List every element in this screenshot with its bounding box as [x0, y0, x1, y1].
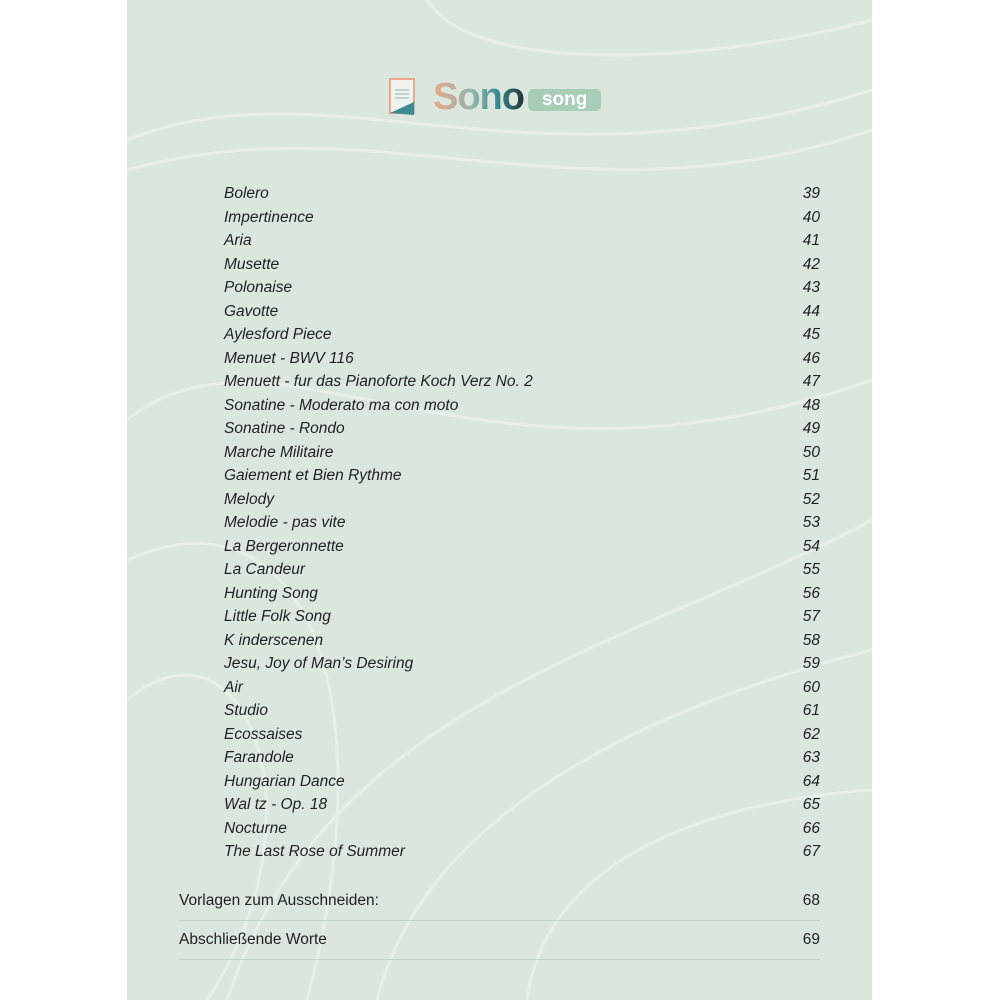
toc-entry[interactable] — [224, 417, 820, 441]
toc-entry-title: Sonatine - Moderato ma con moto — [224, 396, 459, 414]
toc-entry-page: 63 — [802, 749, 820, 766]
toc-entry[interactable] — [224, 652, 820, 676]
toc-entry-title: Impertinence — [224, 208, 314, 226]
toc-entry[interactable] — [224, 723, 820, 747]
toc-entry-page: 41 — [802, 232, 820, 249]
toc-entry-title: Menuet - BWV 116 — [224, 349, 354, 367]
toc-entry[interactable] — [224, 300, 820, 324]
toc-entry-page: 49 — [802, 420, 820, 437]
toc-entry-page: 68 — [802, 892, 820, 909]
toc-entry[interactable] — [224, 840, 820, 864]
toc-entry-page: 65 — [802, 796, 820, 813]
toc-entry-page: 59 — [802, 655, 820, 672]
toc-entry-page: 54 — [802, 537, 820, 555]
toc-entry[interactable] — [224, 488, 820, 512]
toc-entry-title: Little Folk Song — [224, 608, 331, 625]
toc-entry-title: The Last Rose of Summer — [224, 843, 405, 860]
toc-entry[interactable] — [224, 582, 820, 606]
toc-entry-page: 42 — [802, 255, 820, 273]
toc-entry[interactable] — [224, 323, 820, 347]
toc-entry[interactable] — [224, 605, 820, 629]
toc-entry[interactable] — [224, 699, 820, 723]
toc-entry-title: Aria — [224, 232, 252, 249]
toc-entry-title: Bolero — [224, 185, 269, 202]
toc-entry[interactable] — [224, 629, 820, 653]
toc-entry[interactable] — [224, 676, 820, 700]
logo-tag: song — [528, 89, 601, 111]
toc-entry-page: 62 — [802, 725, 820, 743]
toc-entry-page: 57 — [802, 608, 820, 625]
toc-entry-page: 67 — [802, 843, 820, 860]
toc-entry-title: Sonatine - Rondo — [224, 420, 345, 437]
toc-entry-title: Hunting Song — [224, 584, 318, 602]
toc-entry-title: Aylesford Piece — [224, 326, 332, 343]
toc-entry-title: Gaiement et Bien Rythme — [224, 467, 402, 484]
toc-entry-page: 56 — [802, 584, 820, 602]
toc-entry-title: Polonaise — [224, 279, 293, 296]
toc-entry-title: Hungarian Dance — [224, 772, 345, 790]
toc-entry-page: 52 — [802, 490, 820, 508]
toc-entry-title: La Bergeronnette — [224, 537, 344, 555]
toc-entry-page: 50 — [802, 443, 820, 461]
toc-entry[interactable] — [224, 347, 820, 371]
sheet-music-book-icon — [389, 78, 415, 116]
toc-entry-page: 51 — [802, 467, 820, 484]
toc-entry-title: Melody — [224, 490, 274, 508]
toc-entry-title: K inderscenen — [224, 631, 324, 649]
toc-entry-title: Menuett - fur das Pianoforte Koch Verz No. 2 — [224, 373, 533, 390]
toc-entry[interactable] — [224, 370, 820, 394]
toc-entry-page: 44 — [802, 302, 820, 320]
toc-entry[interactable] — [224, 464, 820, 488]
toc-entry[interactable] — [224, 253, 820, 277]
toc-entry-title: Melodie - pas vite — [224, 514, 346, 531]
sonosong-logo — [389, 76, 601, 118]
toc-entry-page: 64 — [802, 772, 820, 790]
toc-entry[interactable] — [224, 558, 820, 582]
toc-entry-page: 55 — [802, 561, 820, 578]
toc-entry[interactable] — [224, 793, 820, 817]
toc-entry-title: Musette — [224, 255, 280, 273]
toc-entry[interactable] — [224, 441, 820, 465]
toc-entry-page: 53 — [802, 514, 820, 531]
toc-entry-page: 60 — [802, 678, 820, 696]
toc-entry-title: Jesu, Joy of Man’s Desiring — [224, 655, 414, 672]
toc-entry-page: 43 — [802, 279, 820, 296]
toc-entry[interactable] — [179, 882, 820, 921]
toc-entry[interactable] — [224, 394, 820, 418]
toc-entry-title: Nocturne — [224, 819, 287, 837]
toc-entry-page: 61 — [802, 702, 820, 719]
toc-entry[interactable] — [224, 229, 820, 253]
toc-entry-title: Studio — [224, 702, 268, 719]
toc-entry[interactable] — [224, 770, 820, 794]
toc-entry-page: 66 — [802, 819, 820, 837]
toc-entry-title: Gavotte — [224, 302, 279, 320]
toc-entry-page: 58 — [802, 631, 820, 649]
toc-entry-title: Farandole — [224, 749, 294, 766]
toc-entry-title: Wal tz - Op. 18 — [224, 796, 328, 813]
toc-entry-title: Abschließende Worte — [179, 931, 327, 948]
toc-entry-page: 40 — [802, 208, 820, 226]
toc-entry-page: 46 — [802, 349, 820, 367]
toc-entry[interactable] — [224, 206, 820, 230]
toc-entry-page: 47 — [802, 373, 820, 390]
toc-entry[interactable] — [224, 182, 820, 206]
toc-entry-page: 48 — [802, 396, 820, 414]
toc-entry-title: Vorlagen zum Ausschneiden: — [179, 892, 379, 909]
document-page — [127, 0, 872, 1000]
toc-entry-page: 69 — [802, 931, 820, 948]
toc-entry-title: Ecossaises — [224, 725, 303, 743]
additional-sections — [179, 882, 820, 960]
toc-entry[interactable] — [224, 276, 820, 300]
toc-entry[interactable] — [179, 921, 820, 960]
toc-entry[interactable] — [224, 511, 820, 535]
toc-entry[interactable] — [224, 817, 820, 841]
toc-entry-title: La Candeur — [224, 561, 306, 578]
toc-entry-title: Air — [224, 678, 243, 696]
toc-entry-title: Marche Militaire — [224, 443, 334, 461]
toc-entry-page: 45 — [802, 326, 820, 343]
logo-wordmark: Sono — [433, 75, 524, 118]
toc-entry[interactable] — [224, 535, 820, 559]
toc-entry[interactable] — [224, 746, 820, 770]
table-of-contents — [224, 182, 820, 864]
toc-entry-page: 39 — [802, 185, 820, 202]
